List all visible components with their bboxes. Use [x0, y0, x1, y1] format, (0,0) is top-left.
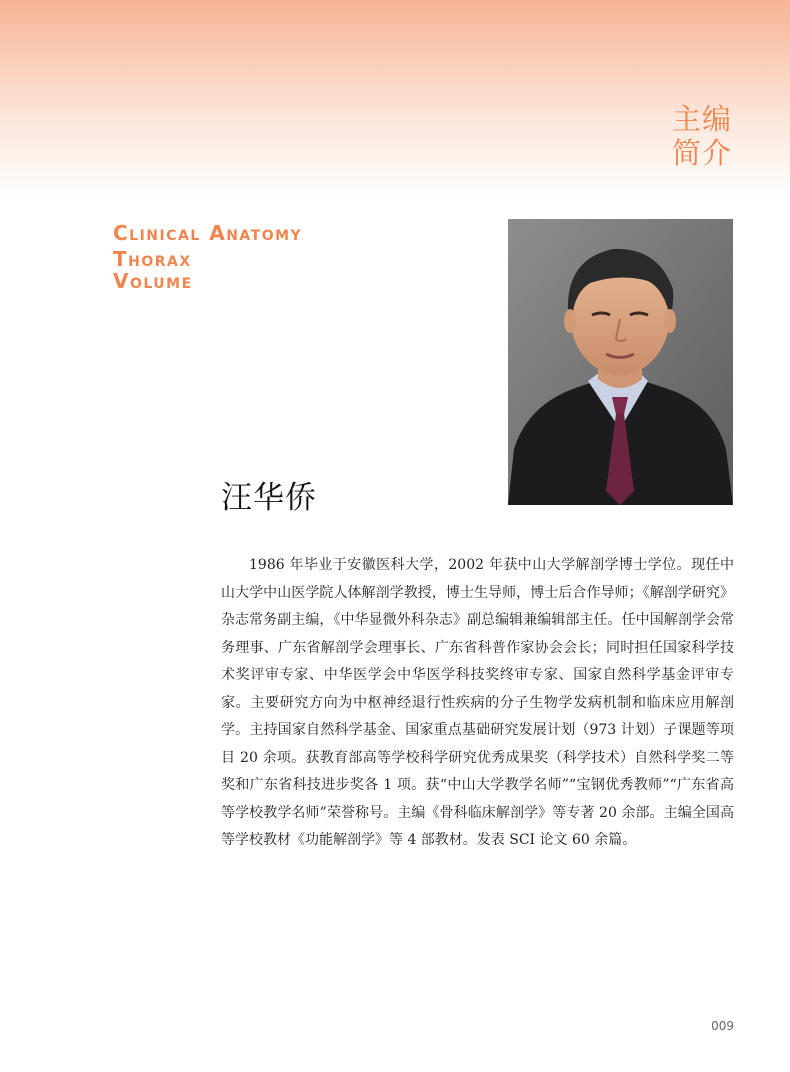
book-title-line3: Volume — [113, 269, 193, 293]
bio-paragraph: 1986 年毕业于安徽医科大学，2002 年获中山大学解剖学博士学位。现任中山大学中山医学院人体解剖学教授，博士生导师，博士后合作导师；《解剖学研究》杂志常务副主编，《中华显微外科杂志》副总编辑兼编辑部主任。任中国解剖学会常务理事、广东省解剖学会理事长、广东省科普作家协会会长；同时担任国家科学技术奖评审专家、中华医学会中华医学科技奖终审专家、国家自然科学基金评审专家。主要研究方向为中枢神经退行性疾病的分子生物学发病机制和临床应用解剖学。主持国家自然科学基金、国家重点基础研究发展计划（973 计划）子课题等项目 20 余项。获教育部高等学校科学研究优秀成果奖（科学技术）自然科学奖二等奖和广东省科技进步奖各 1 项。获“中山大学教学名师”“宝钢优秀教师”“广东省高等学校教学名师”荣誉称号。主编《骨科临床解剖学》等专著 20 余部。主编全国高等学校教材《功能解剖学》等 4 部教材。发表 SCI 论文 60 余篇。 — [221, 557, 734, 848]
book-title-line2: Thorax — [113, 247, 192, 271]
header-gradient-band — [0, 0, 790, 200]
page-number: 009 — [711, 1019, 734, 1033]
portrait-photo — [508, 219, 733, 505]
book-title — [113, 222, 302, 292]
person-name: 汪华侨 — [221, 480, 317, 516]
book-title-line1: Clinical Anatomy — [113, 221, 303, 245]
section-title-line1: 主编 — [671, 102, 732, 136]
portrait-illustration — [508, 219, 733, 505]
section-title-line2: 简介 — [671, 136, 732, 170]
section-title — [672, 102, 732, 170]
